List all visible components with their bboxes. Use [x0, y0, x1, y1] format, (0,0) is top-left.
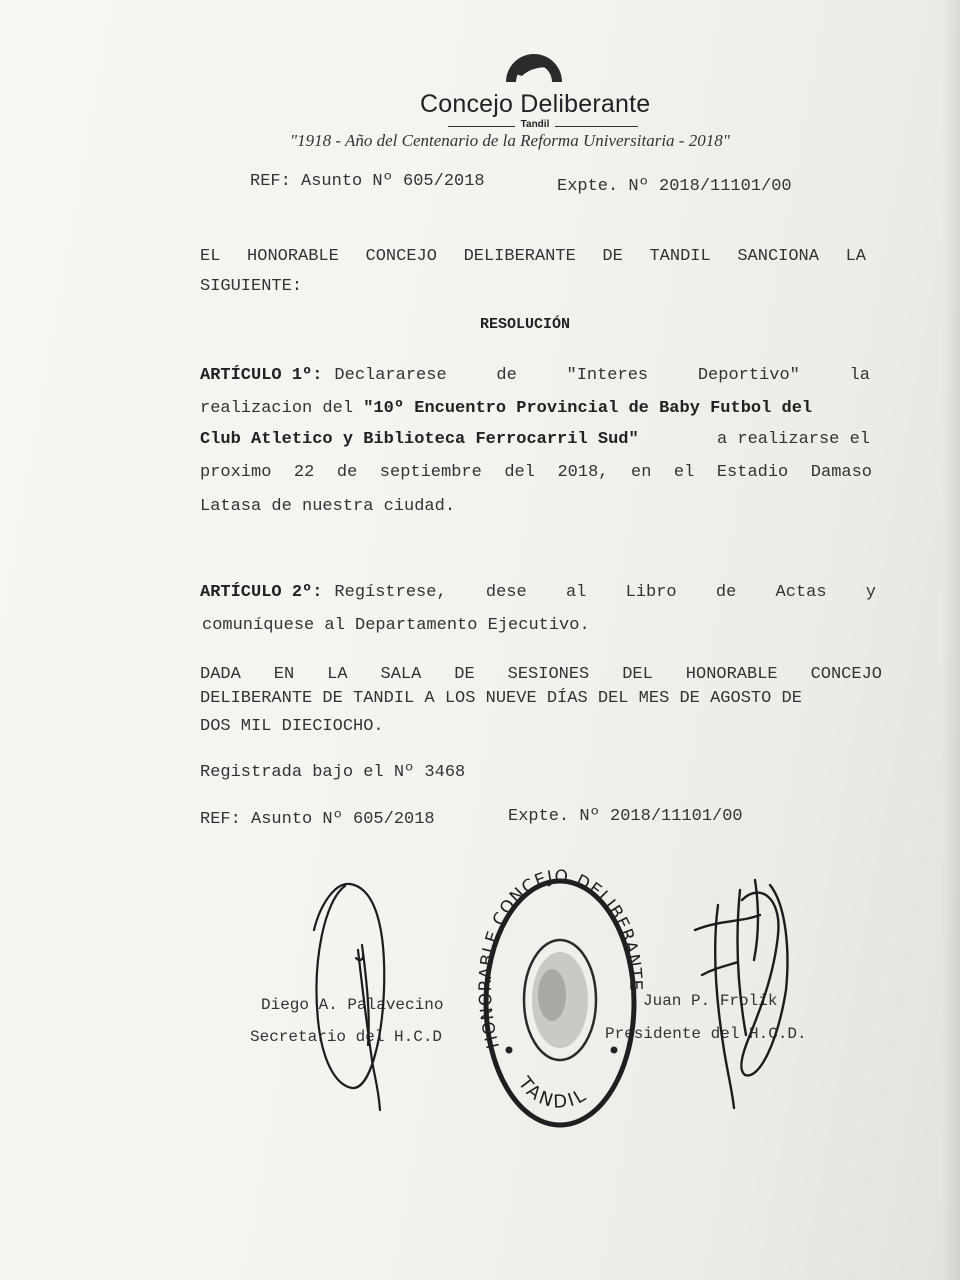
ref-bottom-expte: Expte. Nº 2018/11101/00 [508, 807, 743, 826]
org-name: Concejo Deliberante [420, 90, 651, 118]
article2-line-1 [200, 583, 876, 602]
article1-event-name-part1: "10º Encuentro Provincial de Baby Futbol del [363, 399, 813, 418]
paper-edge-shadow [942, 0, 960, 1280]
article1-line-1 [200, 366, 870, 385]
ref-top-expte: Expte. Nº 2018/11101/00 [557, 177, 792, 196]
article1-line2-text: realizacion del [200, 399, 364, 418]
org-city: Tandil [420, 119, 650, 130]
article2-line1-text: Regístrese, dese al Libro de Actas y [334, 583, 876, 602]
closing-line-2: DELIBERANTE DE TANDIL A LOS NUEVE DÍAS DEL MES DE AGOSTO DE [200, 689, 802, 708]
motto: "1918 - Año del Centenario de la Reforma Universitaria - 2018" [290, 131, 730, 150]
closing-line-3: DOS MIL DIECIOCHO. [200, 717, 384, 736]
intro-line-1: EL HONORABLE CONCEJO DELIBERANTE DE TANDIL SANCIONA LA [200, 247, 866, 266]
concejo-logo-icon [502, 40, 566, 86]
article2-label: ARTÍCULO 2º: [200, 583, 323, 602]
resolution-title: RESOLUCIÓN [480, 316, 571, 333]
ref-bottom-asunto: REF: Asunto Nº 605/2018 [200, 810, 435, 829]
ref-top-asunto: REF: Asunto Nº 605/2018 [250, 172, 485, 191]
secretary-role: Secretario del H.C.D [250, 1028, 443, 1046]
seal-bottom-text: TANDIL [513, 1073, 593, 1113]
president-name: Juan P. Frolik [643, 992, 778, 1010]
article2-line-2: comuníquese al Departamento Ejecutivo. [202, 616, 590, 635]
registration-number: Registrada bajo el Nº 3468 [200, 763, 466, 782]
official-seal [476, 867, 646, 1125]
article1-event-name-part2: Club Atletico y Biblioteca Ferrocarril Sud" [200, 430, 639, 449]
article1-line-2 [200, 399, 870, 418]
article1-line-3 [200, 430, 870, 449]
article1-label: ARTÍCULO 1º: [200, 366, 323, 385]
article1-line-4: proximo 22 de septiembre del 2018, en el Estadio Damaso [200, 463, 872, 482]
secretary-name: Diego A. Palavecino [261, 996, 444, 1014]
intro-line-2: SIGUIENTE: [200, 277, 303, 296]
article1-line3-text: a realizarse el [716, 430, 870, 449]
closing-line-1: DADA EN LA SALA DE SESIONES DEL HONORABLE CONCEJO [200, 665, 882, 684]
president-role: Presidente del H.C.D. [605, 1025, 807, 1043]
article1-line1-text: Declararese de "Interes Deportivo" la [334, 366, 870, 385]
seal-top-text: HONORABLE CONCEJO DELIBERANTE [475, 866, 646, 1051]
letterhead-logo [420, 40, 650, 135]
article1-line-5: Latasa de nuestra ciudad. [200, 497, 456, 516]
